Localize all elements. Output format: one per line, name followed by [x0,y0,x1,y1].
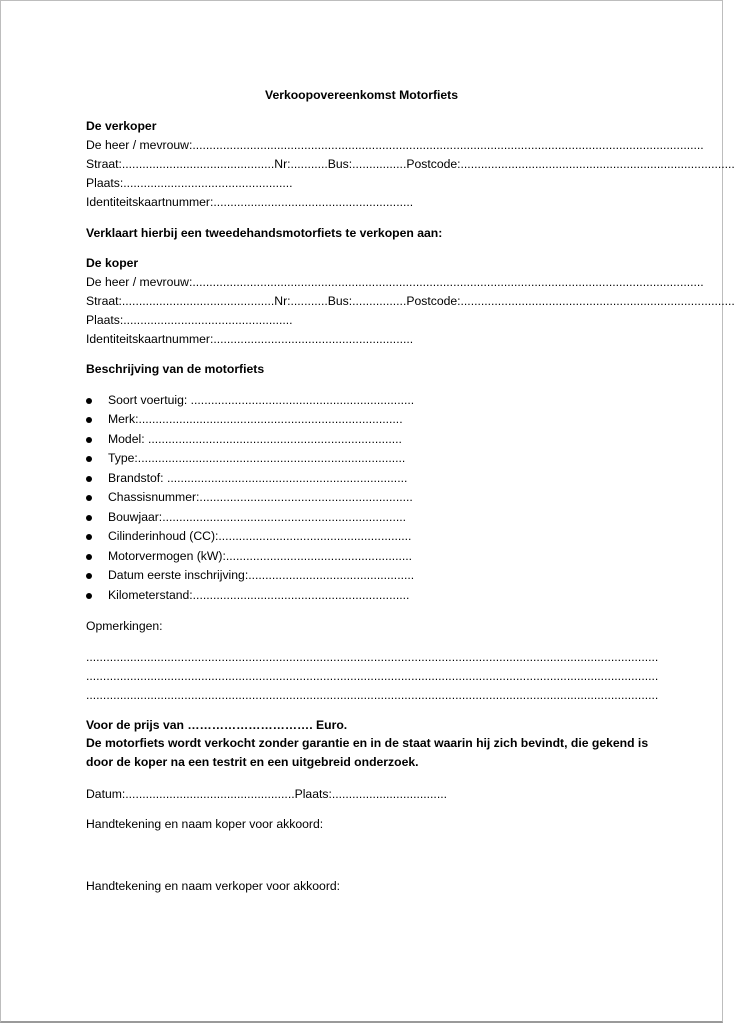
list-item: Datum eerste inschrijving:................................................. [108,568,415,582]
list-item: Soort voertuig: .................................................................. [108,393,415,407]
list-item: Motorvermogen (kW):....................................................... [108,549,413,563]
remarks-line: ......................................................................................................................................................................... [86,688,659,702]
bullet-icon [86,534,92,540]
buyer-signature-label: Handtekening en naam koper voor akkoord: [86,817,324,831]
price-line: Voor de prijs van …………………………. Euro. [86,718,348,732]
bullet-icon [86,593,92,599]
seller-address-line: Straat:.............................................Nr:...........Bus:................Postcode:................................................................................. [86,157,735,171]
bullet-icon [86,495,92,501]
list-item: Bouwjaar:........................................................................ [108,510,406,524]
bullet-icon [86,476,92,482]
list-item: Chassisnummer:............................................................... [108,490,413,504]
bullet-icon [86,573,92,579]
buyer-city-line: Plaats:.................................................. [86,313,293,327]
description-heading: Beschrijving van de motorfiets [86,362,265,376]
list-item: Kilometerstand:................................................................ [108,588,410,602]
bullet-icon [86,437,92,443]
remarks-line: ......................................................................................................................................................................... [86,669,659,683]
list-item: Cilinderinhoud (CC):......................................................... [108,529,412,543]
remarks-line: ......................................................................................................................................................................... [86,650,659,664]
date-place-line: Datum:..................................................Plaats:.................................. [86,787,447,801]
bullet-icon [86,515,92,521]
remarks-label: Opmerkingen: [86,619,163,633]
buyer-heading: De koper [86,256,139,270]
bullet-icon [86,456,92,462]
seller-signature-label: Handtekening en naam verkoper voor akkoord: [86,879,341,893]
buyer-id-line: Identiteitskaartnummer:........................................................... [86,332,414,346]
bullet-icon [86,398,92,404]
bullet-icon [86,417,92,423]
list-item: Type:............................................................................... [108,451,406,465]
warranty-line-2: door de koper na een testrit en een uitgebreid onderzoek. [86,755,419,769]
list-item: Merk:.............................................................................. [108,412,403,426]
seller-id-line: Identiteitskaartnummer:........................................................... [86,195,414,209]
declaration-text: Verklaart hierbij een tweedehandsmotorfiets te verkopen aan: [86,226,443,240]
warranty-line-1: De motorfiets wordt verkocht zonder garantie en in de staat waarin hij zich bevindt, die gekend is [86,736,649,750]
buyer-address-line: Straat:.............................................Nr:...........Bus:................Postcode:................................................................................. [86,294,735,308]
list-item: Model: ........................................................................... [108,432,402,446]
list-item: Brandstof: ....................................................................... [108,471,408,485]
buyer-name-line: De heer / mevrouw:....................................................................................................................................................... [86,275,704,289]
seller-name-line: De heer / mevrouw:....................................................................................................................................................... [86,138,704,152]
document-title: Verkoopovereenkomst Motorfiets [264,88,459,102]
seller-heading: De verkoper [86,119,157,133]
seller-city-line: Plaats:.................................................. [86,176,293,190]
bullet-icon [86,554,92,560]
